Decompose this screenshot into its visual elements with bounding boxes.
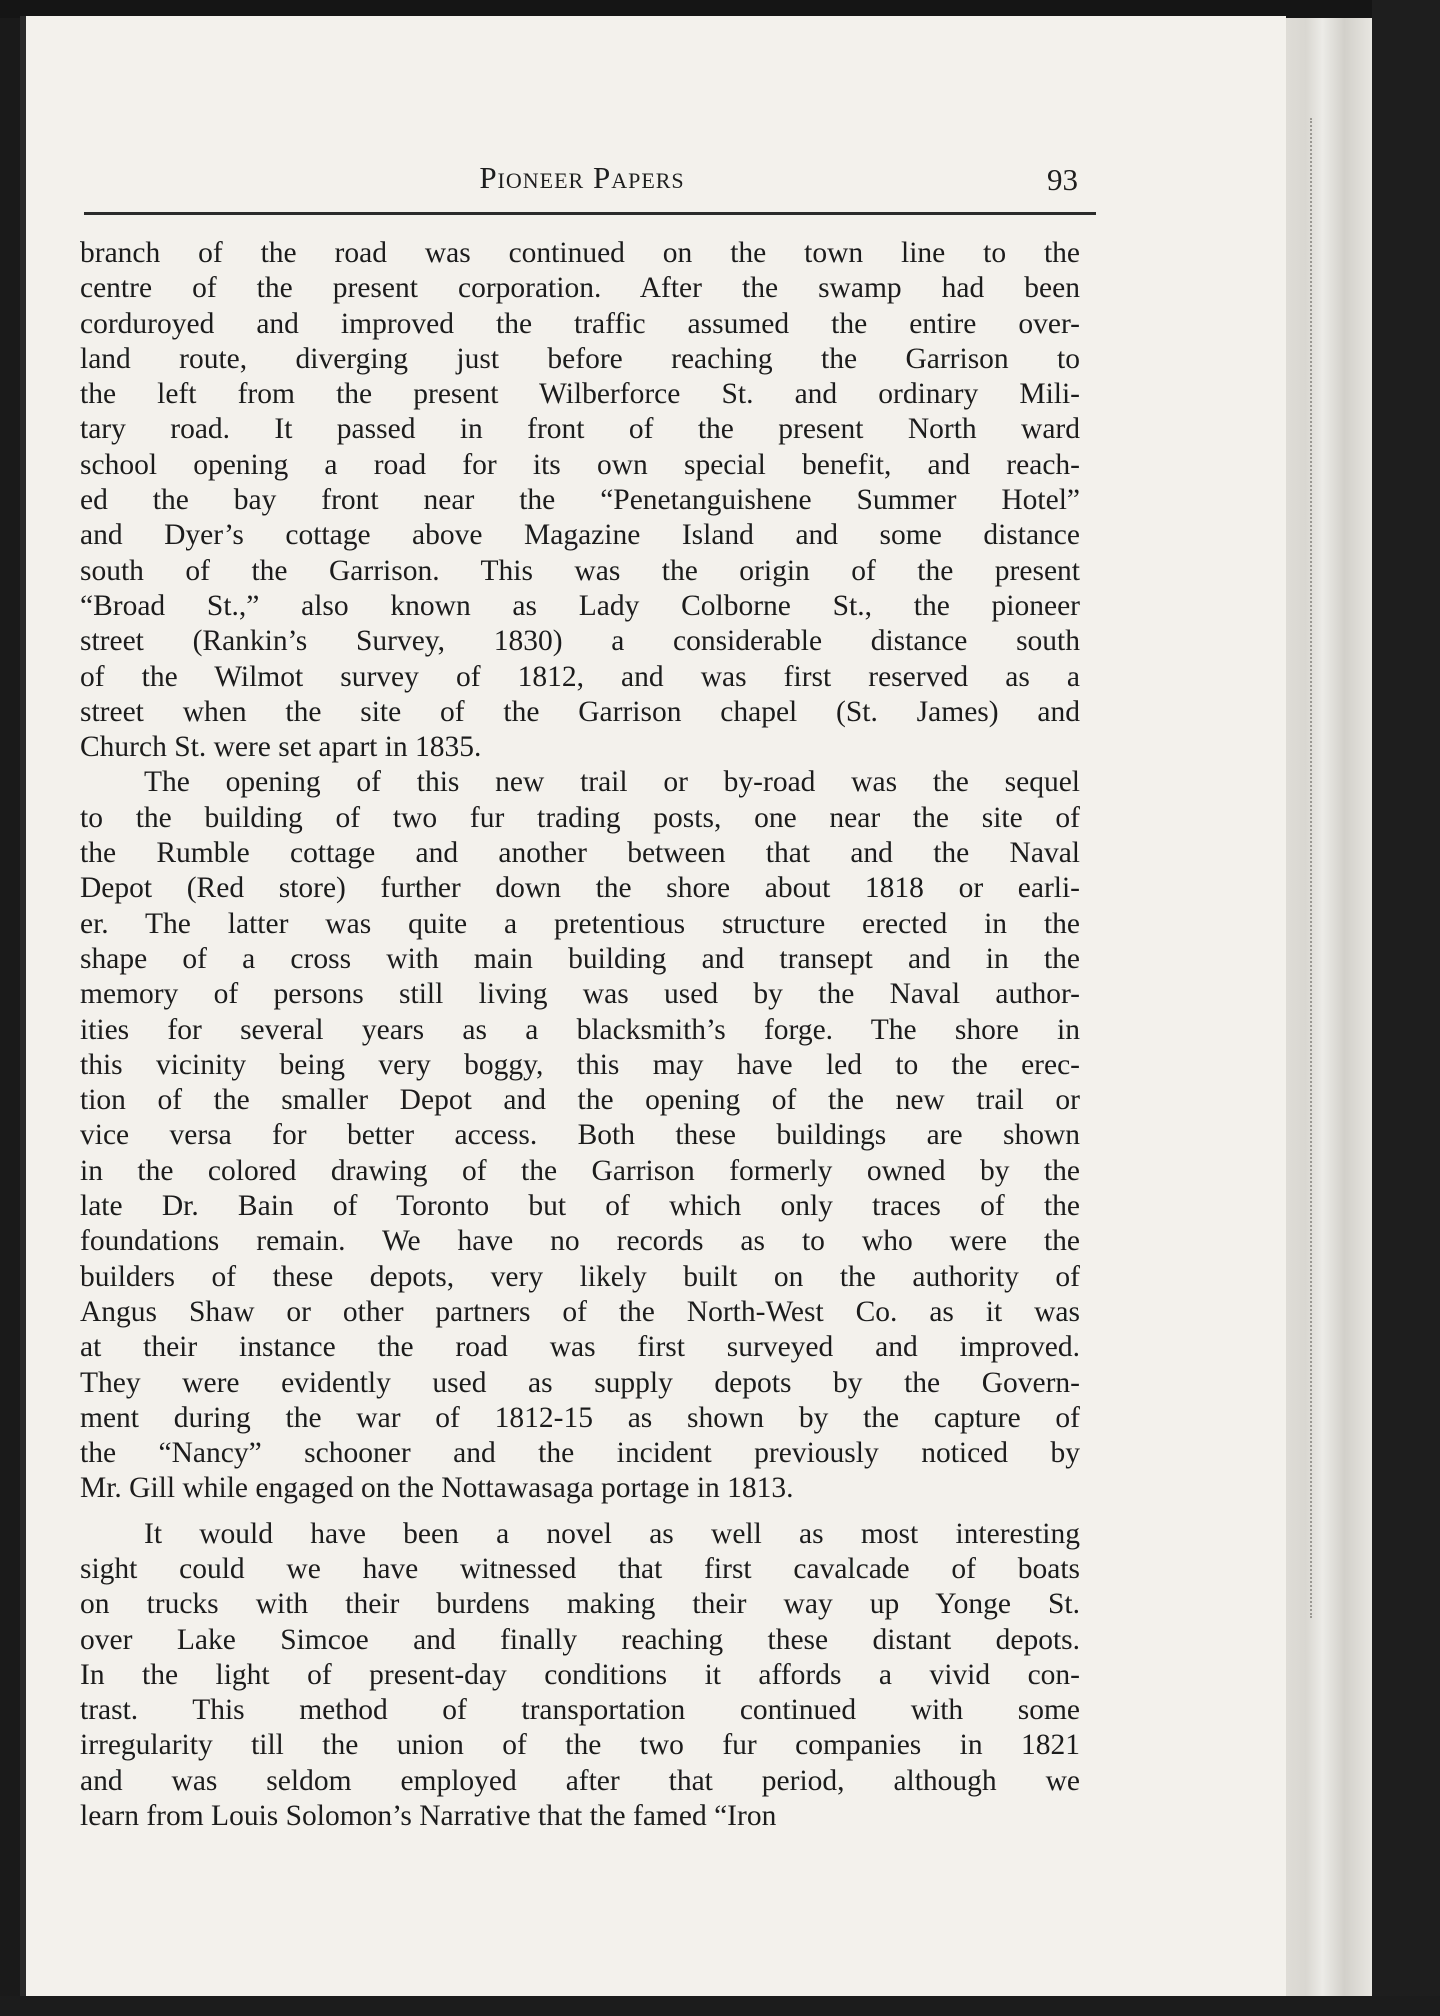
text-line: street (Rankin’s Survey, 1830) a considerable distance south [80,625,1080,658]
scan-border-right [1372,0,1440,2016]
text-line: land route, diverging just before reaching the Garrison to [80,342,1080,375]
text-line: memory of persons still living was used by the Naval author- [80,978,1080,1011]
text-line: Angus Shaw or other partners of the North-West Co. as it was [80,1295,1080,1328]
text-line: school opening a road for its own special benefit, and reach- [80,448,1080,481]
text-line: sight could we have witnessed that first cavalcade of boats [80,1552,1080,1585]
text-line: tary road. It passed in front of the present North ward [80,413,1080,446]
text-line: centre of the present corporation. After the swamp had been [80,272,1080,305]
text-line: Depot (Red store) further down the shore about 1818 or earli- [80,872,1080,905]
text-line: vice versa for better access. Both these buildings are shown [80,1119,1080,1152]
text-line: tion of the smaller Depot and the opening of the new trail or [80,1084,1080,1117]
text-line: ment during the war of 1812-15 as shown by the capture of [80,1401,1080,1434]
text-line: shape of a cross with main building and transept and in the [80,942,1080,975]
paragraph [80,1517,1080,1835]
text-line: the left from the present Wilberforce St. and ordinary Mili- [80,378,1080,411]
text-line: street when the site of the Garrison chapel (St. James) and [80,695,1080,728]
text-line: trast. This method of transportation continued with some [80,1694,1080,1727]
text-line: branch of the road was continued on the town line to the [80,237,1080,269]
text-line: over Lake Simcoe and finally reaching these distant depots. [80,1623,1080,1656]
text-line: irregularity till the union of the two fur companies in 1821 [80,1729,1080,1762]
text-line: Mr. Gill while engaged on the Nottawasaga portage in 1813. [80,1472,794,1505]
text-line: and was seldom employed after that period, although we [80,1764,1080,1797]
text-line: this vicinity being very boggy, this may have led to the erec- [80,1048,1080,1081]
text-line: builders of these depots, very likely built on the authority of [80,1260,1080,1293]
text-line: late Dr. Bain of Toronto but of which only traces of the [80,1190,1080,1223]
text-line: in the colored drawing of the Garrison formerly owned by the [80,1154,1080,1187]
text-line: The opening of this new trail or by-road was the sequel [144,766,1080,799]
text-line: ed the bay front near the “Penetanguishene Summer Hotel” [80,484,1080,517]
page-header [82,156,1082,206]
text-line: They were evidently used as supply depots by the Govern- [80,1366,1080,1399]
text-line: on trucks with their burdens making their way up Yonge St. [80,1588,1080,1621]
text-line: It would have been a novel as well as most interesting [144,1517,1080,1550]
text-line: the “Nancy” schooner and the incident previously noticed by [80,1437,1080,1470]
page-number: 93 [1047,162,1078,197]
text-line: south of the Garrison. This was the origin of the present [80,554,1080,587]
text-line: corduroyed and improved the traffic assumed the entire over- [80,307,1080,340]
running-title: Pioneer Papers [479,160,685,195]
text-line: learn from Louis Solomon’s Narrative that the famed “Iron [80,1800,777,1833]
paragraph [80,765,1080,1506]
text-line: ities for several years as a blacksmith’s forge. The shore in [80,1013,1080,1046]
paragraph [80,236,1080,765]
text-line: and Dyer’s cottage above Magazine Island and some distance [80,519,1080,552]
text-line: In the light of present-day conditions it affords a vivid con- [80,1658,1080,1691]
text-line: of the Wilmot survey of 1812, and was first reserved as a [80,660,1080,693]
text-line: foundations remain. We have no records as to who were the [80,1225,1080,1258]
body-text [80,236,1080,1834]
text-line: the Rumble cottage and another between that and the Naval [80,837,1080,870]
header-rule [84,212,1096,215]
text-line: er. The latter was quite a pretentious structure erected in the [80,907,1080,940]
text-line: “Broad St.,” also known as Lady Colborne St., the pioneer [80,589,1080,622]
text-line: at their instance the road was first surveyed and improved. [80,1331,1080,1364]
text-line: to the building of two fur trading posts, one near the site of [80,801,1080,834]
text-line: Church St. were set apart in 1835. [80,731,482,764]
scan-border-bottom [0,1996,1440,2016]
